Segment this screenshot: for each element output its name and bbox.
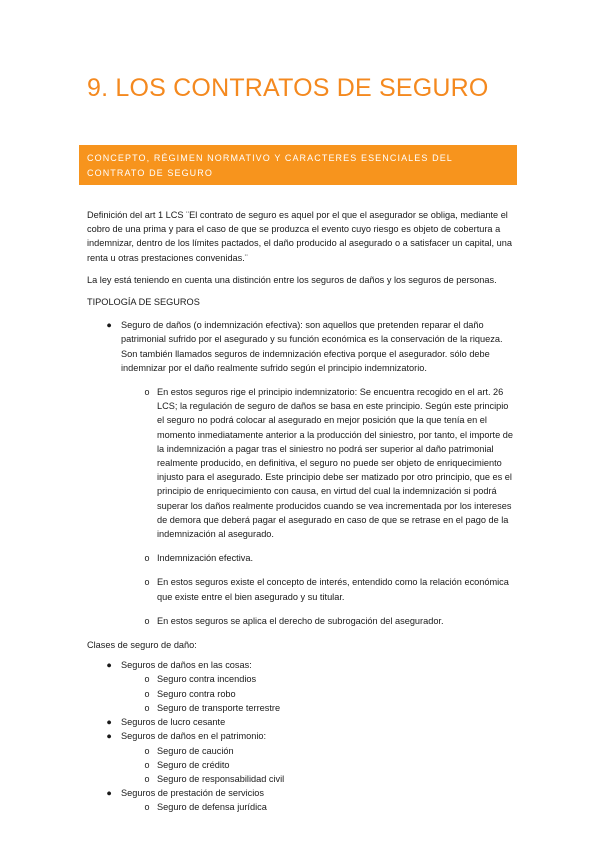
sub-list-item — [87, 800, 517, 814]
sub-list-item — [87, 614, 517, 628]
circle-bullet-icon: o — [144, 745, 150, 756]
circle-bullet-icon: o — [144, 688, 150, 699]
circle-bullet-icon: o — [144, 553, 150, 564]
list-item — [87, 715, 517, 729]
sub-item-text: En estos seguros se aplica el derecho de subrogación del asegurador. — [157, 615, 444, 626]
page-title: 9. LOS CONTRATOS DE SEGURO — [87, 74, 489, 102]
list-item — [87, 658, 517, 672]
circle-bullet-icon: o — [144, 615, 150, 626]
sub-list-item — [87, 575, 517, 603]
circle-bullet-icon: o — [144, 802, 150, 813]
clases-heading: Clases de seguro de daño: — [87, 640, 197, 651]
list-item — [87, 786, 517, 800]
sub-list-item — [87, 385, 517, 541]
clase-label: Seguros de daños en el patrimonio: — [121, 731, 267, 742]
bullet-icon: ● — [106, 731, 112, 742]
bullet-icon: ● — [106, 717, 112, 728]
clase-subitem: Seguro de transporte terrestre — [157, 702, 281, 713]
bullet-icon: ● — [106, 788, 112, 799]
ley-paragraph: La ley está teniendo en cuenta una distinción entre los seguros de daños y los seguros de personas. — [87, 274, 497, 285]
clase-subitem: Seguro de responsabilidad civil — [157, 773, 285, 784]
circle-bullet-icon: o — [144, 387, 150, 398]
circle-bullet-icon: o — [144, 702, 150, 713]
circle-bullet-icon: o — [144, 773, 150, 784]
sub-item-text: En estos seguros rige el principio indemnizatorio: Se encuentra recogido en el art. 26 LCS; la regulación de seguro de daños se basa en este principio. Según este principio el seguro no podrá colocar al asegurado en mejor posición que la que tenía en el momento inmediatamente anterior a la producción del siniestro, por tanto, el importe de la indemnización a pagar tras el siniestro no podrá ser superior al daño patrimonial realmente producido, en definitiva, el seguro no puede ser objeto de enriquecimiento injusto para el asegurado. Este principio debe ser matizado por otro principio, que es el principio de enriquecimiento con causa, en virtud del cual la indemnización si podrá superar los daños realmente producidos cuando se vea incrementada por los intereses de demora que deberá pagar el asegurado en caso de que se retrase en el pago de la indemnización al asegurado. — [157, 387, 513, 540]
section-heading: CONCEPTO, RÉGIMEN NORMATIVO Y CARACTERES ESENCIALES DEL CONTRATO DE SEGURO — [87, 153, 453, 178]
clase-subitem: Seguro contra robo — [157, 688, 236, 699]
section-heading-band — [79, 145, 517, 185]
sub-list-item — [87, 758, 517, 772]
clase-label: Seguros de prestación de servicios — [121, 788, 264, 799]
clase-label: Seguros de daños en las cosas: — [121, 660, 252, 671]
clase-subitem: Seguro de caución — [157, 745, 234, 756]
sub-list-item — [87, 551, 517, 565]
sub-list-item — [87, 672, 517, 686]
clase-subitem: Seguro de defensa jurídica — [157, 802, 267, 813]
clase-subitem: Seguro de crédito — [157, 759, 230, 770]
clase-subitem: Seguro contra incendios — [157, 674, 257, 685]
list-item — [87, 318, 517, 375]
sub-list-item — [87, 701, 517, 715]
sub-list-item — [87, 772, 517, 786]
bullet-icon: ● — [106, 320, 112, 331]
list-item — [87, 729, 517, 743]
document-body — [87, 208, 517, 815]
definition-paragraph: Definición del art 1 LCS ¨El contrato de seguro es aquel por el que el asegurador se obliga, mediante el cobro de una prima y para el caso de que se produzca el evento cuyo riesgo es objeto de cobertura a indemnizar, dentro de los límites pactados, el daño producido al asegurado o a satisfacer un capital, una renta u otras prestaciones convenidas.¨ — [87, 210, 512, 263]
circle-bullet-icon: o — [144, 759, 150, 770]
sub-list-item — [87, 687, 517, 701]
circle-bullet-icon: o — [144, 577, 150, 588]
tipologia-heading: TIPOLOGÍA DE SEGUROS — [87, 297, 200, 308]
sub-list-item — [87, 744, 517, 758]
sub-item-text: Indemnización efectiva. — [157, 553, 254, 564]
clase-label: Seguros de lucro cesante — [121, 717, 226, 728]
tipologia-item-danos: Seguro de daños (o indemnización efectiva): son aquellos que pretenden reparar el daño patrimonial sufrido por el asegurado y su función económica es la conservación de la riqueza. Son también llamados seguros de indemnización efectiva porque el asegurador. sólo debe indemnizar por el daño realmente sufrido según el principio indemnizatorio. — [121, 320, 503, 373]
bullet-icon: ● — [106, 660, 112, 671]
circle-bullet-icon: o — [144, 674, 150, 685]
sub-item-text: En estos seguros existe el concepto de interés, entendido como la relación económica que existe entre el bien asegurado y su titular. — [157, 577, 509, 602]
